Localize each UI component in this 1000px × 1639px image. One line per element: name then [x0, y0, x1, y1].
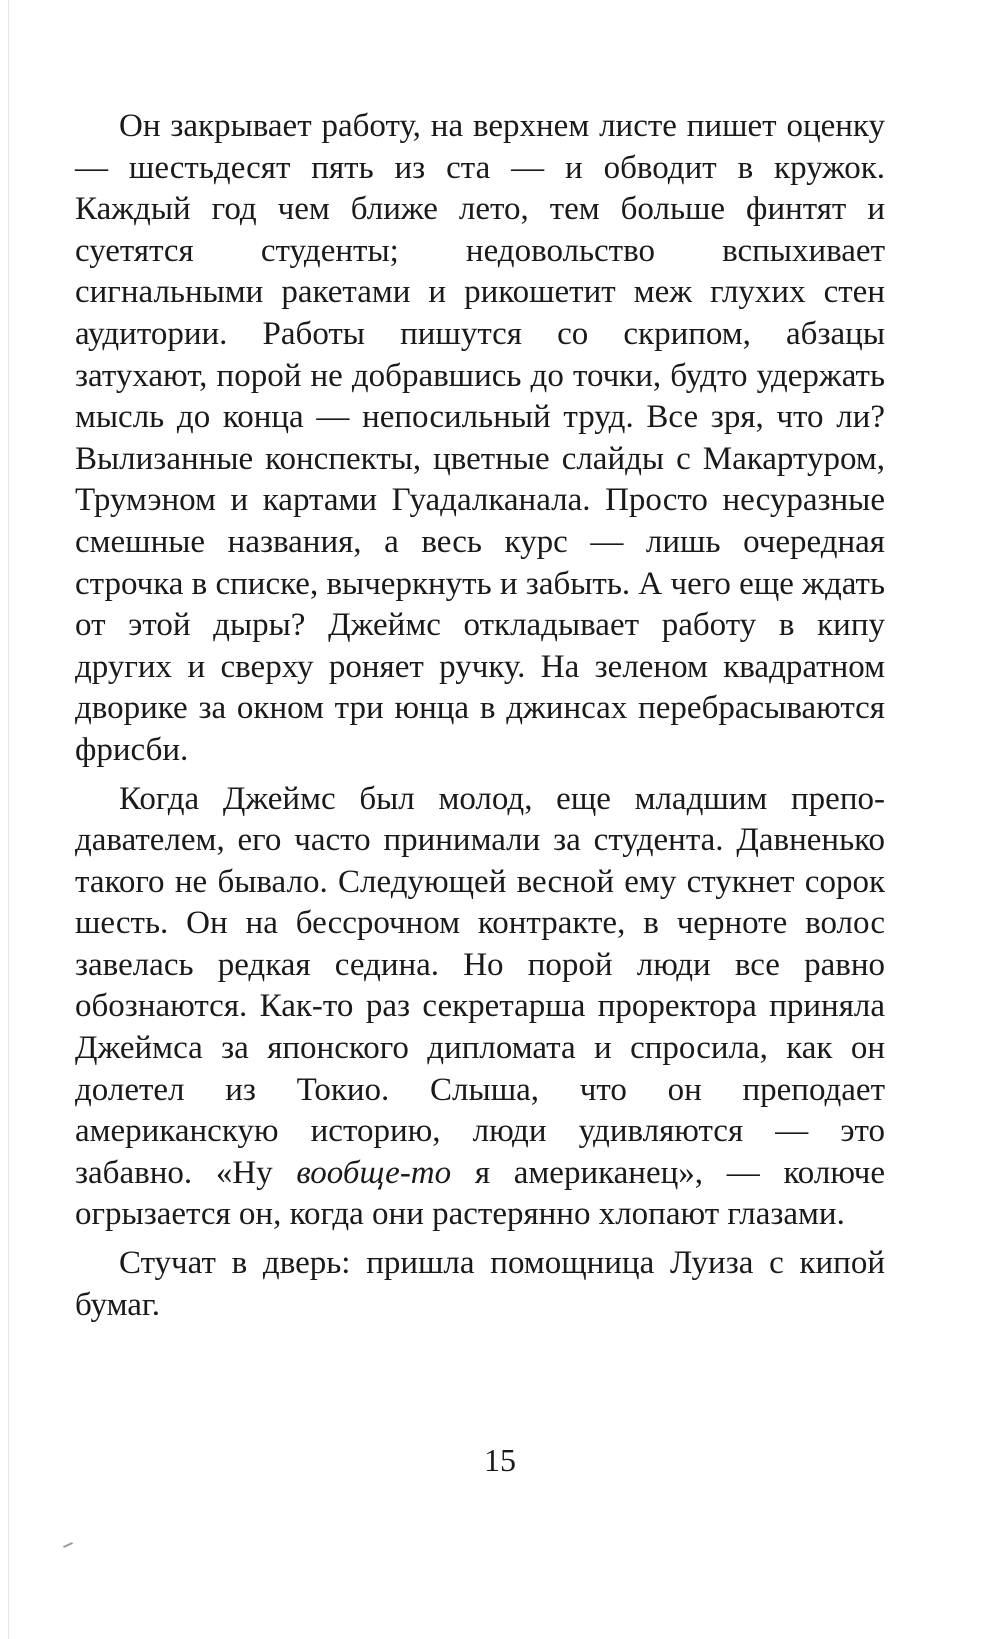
paragraph-2 [75, 779, 885, 1237]
paragraph-3 [75, 1243, 885, 1326]
scan-speck [63, 1542, 73, 1548]
paragraph-2-text-start: Когда Джеймс был молод, еще младшим преподавателем, его часто принимали за студента. Давненько такого не бывало. Следующей весной ему стукнет сорок шесть. Он на бессрочном контракте, в черноте волос завелась редкая седина. Но порой люди все равно обознаются. Как-то раз секретарша проректора приняла Джеймса за японского дипломата и спросила, как он долетел из Токио. Слыша, что он преподает американскую историю, люди удивляются — это забавно. «Ну [75, 780, 885, 1191]
page-edge-line [8, 0, 9, 1639]
paragraph-1-text: Он закрывает работу, на верхнем листе пишет оценку — шестьдесят пять из ста — и обводит в кружок. Каждый год чем ближе лето, тем больше финтят и суетятся студенты; недовольство вспыхивает сигнальными ракетами и рикошетит меж глухих стен аудитории. Работы пишутся со скрипом, абзацы затухают, порой не добравшись до точки, будто удержать мысль до конца — непосильный труд. Все зря, что ли? Вылизанные конспекты, цветные слайды с Макартуром, Трумэном и картами Гуадалканала. Просто несуразные смешные названия, а весь курс — лишь очередная строчка в списке, вычеркнуть и забыть. А чего еще ждать от этой дыры? Джеймс откладывает работу в кипу других и сверху роняет ручку. На зеленом квадратном дворике за окном три юнца в джинсах перебрасываются фрисби. [75, 108, 885, 768]
paragraph-1 [75, 106, 885, 772]
body-text [75, 106, 885, 1333]
paragraph-2-italic: вообще-то [296, 1154, 452, 1191]
paragraph-2-text-end: я американец», — колюче огрызается он, когда они растерянно хлопают глазами. [75, 1154, 885, 1233]
page-number: 15 [484, 1442, 516, 1478]
paragraph-3-text: Стучат в дверь: пришла помощница Луиза с кипой бумаг. [75, 1245, 885, 1323]
